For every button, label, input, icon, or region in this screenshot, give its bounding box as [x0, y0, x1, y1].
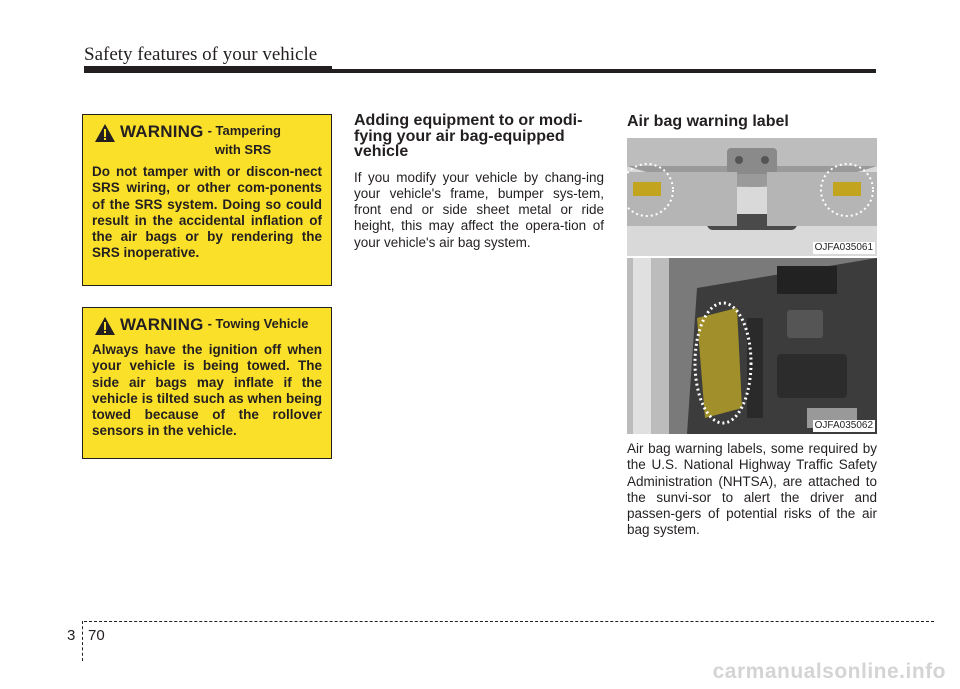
header-rule-accent	[84, 66, 332, 73]
section-body: If you modify your vehicle by chang-ing your vehicle's frame, bumper sys-tem, front end or side sheet metal or ride height, this may affect the opera-tion of your vehicle's air bag system.	[354, 169, 604, 250]
warning-subtitle: - Tampering	[207, 123, 281, 138]
page-header-title: Safety features of your vehicle	[84, 44, 318, 65]
warning-word: WARNING	[120, 122, 204, 141]
warning-subtitle-line2: with SRS	[214, 142, 272, 157]
page-section-number: 3	[67, 627, 76, 644]
watermark: carmanualsonline.info	[712, 660, 946, 683]
section-heading: Air bag warning label	[627, 113, 789, 130]
warning-triangle-icon	[94, 316, 116, 336]
page-number-separator	[82, 621, 83, 661]
warning-body: Always have the ignition off when your vehicle is being towed. The side air bags may inflate if the vehicle is tilted such as when being towed because of the rollover sensors in the vehicle.	[92, 342, 322, 439]
photo-code: OJFA035061	[814, 242, 873, 253]
warning-box-towing	[82, 307, 332, 459]
footer-rule	[84, 621, 934, 622]
warning-triangle-icon	[94, 123, 116, 143]
warning-word: WARNING	[120, 315, 204, 334]
page-number: 70	[88, 627, 105, 644]
section-heading: Adding equipment to or modi-fying your air bag-equipped vehicle	[354, 112, 583, 160]
photo-sunvisor-labels	[627, 138, 877, 256]
photo-code: OJFA035062	[814, 420, 873, 431]
sunvisor-illustration	[627, 138, 877, 256]
warning-box-tampering	[82, 114, 332, 286]
photo-dashboard-side-label	[627, 258, 877, 434]
section-body: Air bag warning labels, some required by the U.S. National Highway Traffic Safety Administration (NHTSA), are attached to the sunvi-sor to alert the driver and passen-gers of potential risks of the air bag system.	[627, 441, 877, 538]
warning-body: Do not tamper with or discon-nect SRS wiring, or other com-ponents of the SRS system. Doing so could result in the accidental inflation of the air bags or by rendering the SRS inoperative.	[92, 164, 322, 261]
dashboard-illustration	[627, 258, 877, 434]
section-adding-equipment	[354, 113, 604, 251]
warning-subtitle: - Towing Vehicle	[207, 316, 309, 331]
section-airbag-label	[627, 113, 877, 131]
